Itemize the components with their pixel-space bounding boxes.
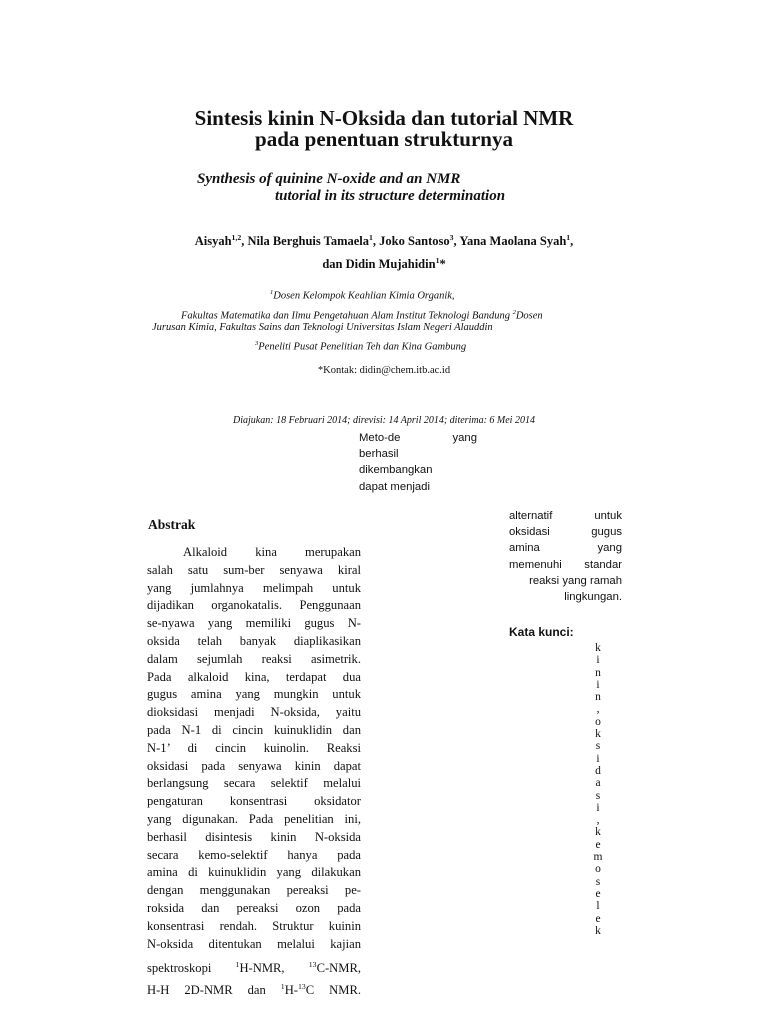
- submission-dates: Diajukan: 18 Februari 2014; direvisi: 14 April 2014; diterima: 6 Mei 2014: [233, 415, 535, 426]
- aff-text: Dosen: [515, 310, 543, 322]
- abstract-line: roksida dan pereaksi ozon pada: [147, 900, 361, 915]
- hh-text: H-H 2D-NMR dan: [147, 983, 281, 998]
- abstract-line: dijadikan organokatalis. Penggunaan: [147, 598, 361, 613]
- keywords-heading: Kata kunci:: [509, 625, 574, 639]
- aff-sup: 2: [512, 309, 516, 316]
- contact-email: *Kontak: didin@chem.itb.ac.id: [317, 365, 451, 376]
- fragment-line: dapat menjadi: [359, 480, 430, 493]
- kw-letter: s: [595, 789, 601, 802]
- kw-letter: i: [596, 654, 600, 667]
- right-line: oksidasi gugus: [509, 526, 622, 539]
- fragment-word: yang: [452, 432, 477, 444]
- aff-text: Fakultas Matematika dan Ilmu Pengetahuan Alam Institut Teknologi Bandung: [181, 310, 513, 322]
- abstract-line: berhasil disintesis kinin N-oksida: [147, 829, 361, 844]
- affiliation-line3: Jurusan Kimia, Fakultas Sains dan Teknologi Universitas Islam Negeri Alauddin: [152, 322, 493, 333]
- kw-letter: i: [596, 801, 600, 814]
- spec-sup: 13: [308, 960, 317, 970]
- keywords-vertical: [592, 642, 604, 937]
- affiliation-line4: [255, 337, 466, 354]
- aff-text: Peneliti Pusat Penelitian Teh dan Kina Gambung: [258, 341, 467, 353]
- english-title-line1: Synthesis of quinine N-oxide and an NMR: [197, 171, 461, 187]
- right-line: alternatif untuk: [509, 510, 622, 522]
- abstract-line: yang digunakan. Pada penelitian ini,: [147, 811, 361, 826]
- kw-letter: s: [595, 875, 601, 888]
- kw-letter: s: [595, 740, 601, 753]
- authors-line2: [0, 256, 768, 272]
- floating-fragment: [359, 430, 477, 495]
- abstract-line: gugus amina yang mungkin untuk: [147, 687, 361, 702]
- spec-text: spektroskopi: [147, 961, 236, 976]
- author-sep: ,: [570, 234, 574, 249]
- abstract-line: salah satu sum-ber senyawa kiral: [147, 562, 361, 577]
- author-aisyah: Aisyah: [194, 234, 232, 249]
- abstract-line: dengan menggunakan pereaksi pe-: [147, 883, 361, 898]
- aff-sup: 3: [255, 340, 259, 347]
- hh-text: H-: [284, 983, 298, 998]
- author-sup: 3: [449, 233, 454, 242]
- kw-letter: o: [595, 863, 601, 876]
- abstract-line: Alkaloid kina merupakan: [183, 545, 361, 559]
- corresponding-star: *: [439, 257, 446, 272]
- spec-text: C-NMR,: [316, 961, 361, 976]
- kw-letter: m: [593, 851, 603, 864]
- abstract-line-hh: [147, 975, 361, 997]
- spec-text: H-NMR,: [239, 961, 309, 976]
- abstract-line: oksidasi pada senyawa kinin dapat: [147, 758, 361, 773]
- right-column-text: [509, 508, 622, 605]
- kw-letter: k: [595, 728, 601, 741]
- kw-letter: o: [595, 715, 601, 728]
- author-didin: dan Didin Mujahidin: [322, 257, 436, 272]
- abstract-line: N-1’ di cincin kuinolin. Reaksi: [147, 740, 361, 755]
- abstract-line: yang jumlahnya melimpah untuk: [147, 580, 361, 595]
- english-title-line2: tutorial in its structure determination: [275, 188, 506, 204]
- kw-letter: l: [596, 900, 600, 913]
- abstract-line: dioksidasi menjadi N-oksida, yaitu: [147, 705, 361, 720]
- right-line: amina yang: [509, 542, 622, 555]
- author-sup: 1: [435, 256, 440, 265]
- fragment-line: berhasil: [359, 448, 399, 461]
- kw-letter: a: [595, 777, 601, 790]
- hh-sup: 13: [297, 982, 306, 992]
- abstract-line: berlangsung secara selektif melalui: [147, 776, 361, 791]
- kw-letter: ,: [596, 814, 600, 827]
- author-yana: , Yana Maolana Syah: [453, 234, 567, 249]
- abstract-line: Pada alkaloid kina, terdapat dua: [147, 669, 361, 684]
- kw-letter: n: [595, 691, 601, 704]
- abstract-line: pada N-1 di cincin kuinuklidin dan: [147, 722, 361, 737]
- right-line: lingkungan.: [564, 590, 622, 603]
- author-joko: , Joko Santoso: [372, 234, 450, 249]
- abstract-line: konsentrasi rendah. Struktur kuinin: [147, 918, 361, 933]
- abstract-line: se-nyawa yang memiliki gugus N-: [147, 616, 361, 631]
- kw-letter: ,: [596, 703, 600, 716]
- abstract-line: pengaturan konsentrasi oksidator: [147, 794, 361, 809]
- author-sup: 1: [369, 233, 373, 242]
- abstract-line: amina di kuinuklidin yang dilakukan: [147, 865, 361, 880]
- spec-sup: 1: [235, 960, 240, 970]
- kw-letter: k: [595, 642, 601, 654]
- abstract-heading: Abstrak: [148, 517, 196, 532]
- abstract-line: secara kemo-selektif hanya pada: [147, 847, 361, 862]
- kw-letter: k: [595, 826, 601, 839]
- hh-sup: 1: [280, 982, 285, 992]
- hh-text: C NMR.: [305, 983, 361, 998]
- fragment-line: dikembangkan: [359, 464, 433, 477]
- kw-letter: i: [596, 678, 600, 691]
- affiliation-line1: [270, 286, 455, 303]
- kw-letter: n: [595, 666, 601, 679]
- abstract-line: oksida telah banyak diaplikasikan: [147, 633, 361, 648]
- right-line: reaksi yang ramah: [529, 574, 622, 587]
- kw-letter: d: [595, 764, 601, 777]
- author-sup: 1: [566, 233, 571, 242]
- author-sup: 1,2: [231, 233, 242, 242]
- kw-letter: e: [595, 887, 601, 900]
- fragment-word: Meto-de: [359, 432, 401, 444]
- author-nila: , Nila Berghuis Tamaela: [241, 234, 370, 249]
- kw-letter: i: [596, 752, 600, 765]
- aff-sup: 1: [270, 289, 274, 296]
- paper-title-line1: Sintesis kinin N-Oksida dan tutorial NMR: [194, 106, 574, 130]
- kw-letter: e: [595, 912, 601, 925]
- paper-title-line2: pada penentuan strukturnya: [255, 127, 513, 151]
- aff-text: Dosen Kelompok Keahlian Kimia Organik,: [273, 290, 455, 302]
- authors-line1: [0, 233, 768, 249]
- kw-letter: k: [595, 924, 601, 937]
- abstract-line: dalam sejumlah reaksi asimetrik.: [147, 651, 361, 666]
- kw-letter: e: [595, 838, 601, 851]
- abstract-body: [147, 544, 361, 997]
- right-line: memenuhi standar: [509, 558, 622, 571]
- abstract-line-spectroscopy: [147, 953, 361, 975]
- abstract-line: N-oksida ditentukan melalui kajian: [147, 936, 361, 951]
